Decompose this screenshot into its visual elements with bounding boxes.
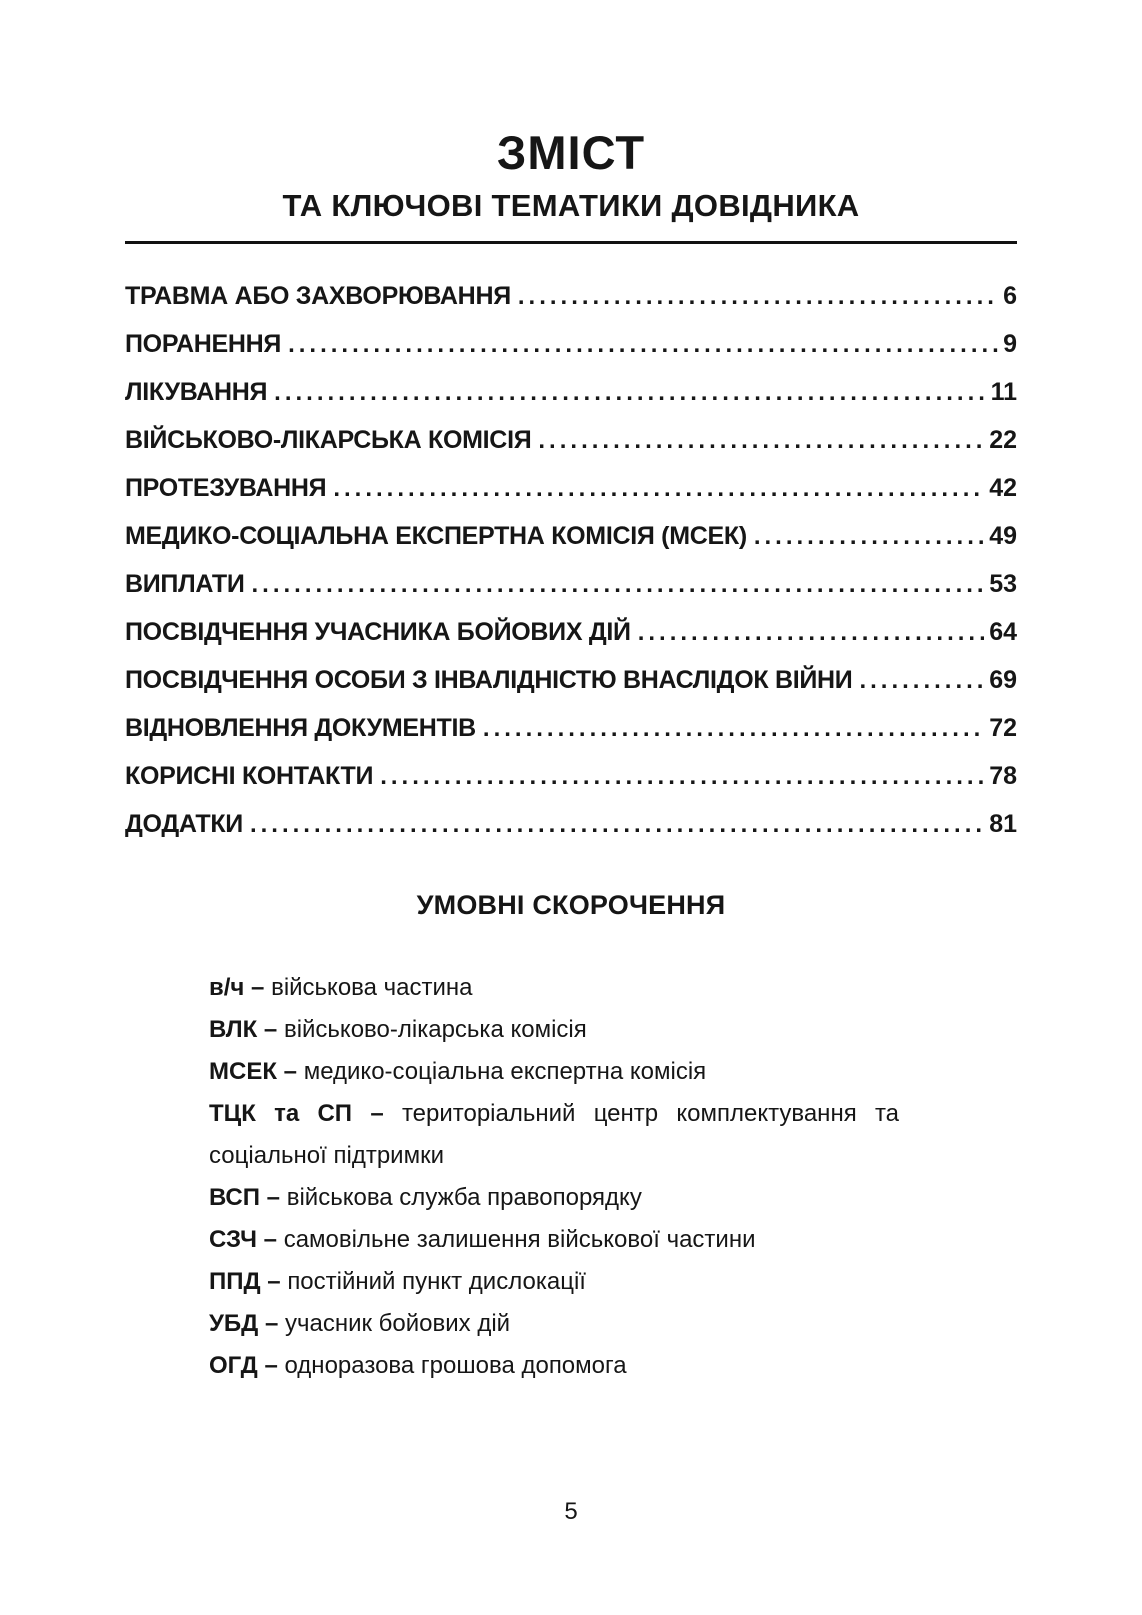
- abbreviation-term: ВСП: [209, 1183, 260, 1211]
- abbreviation-item: [209, 1261, 899, 1303]
- toc-entry: [125, 656, 1017, 704]
- abbreviation-item: [209, 967, 899, 1009]
- toc-entry: [125, 320, 1017, 368]
- toc-entry-page: 53: [989, 569, 1017, 598]
- title-divider: [125, 241, 1017, 244]
- abbreviation-dash: –: [264, 1309, 279, 1337]
- abbreviation-definition: одноразова грошова допомога: [284, 1351, 627, 1379]
- toc-entry-page: 78: [989, 761, 1017, 790]
- toc-entry-label: ВІДНОВЛЕННЯ ДОКУМЕНТІВ: [125, 713, 476, 742]
- toc-entry-label: КОРИСНІ КОНТАКТИ: [125, 761, 374, 790]
- abbreviation-item: [209, 1009, 899, 1051]
- toc-leader-dots: [333, 464, 984, 513]
- toc-entry-label: ПРОТЕЗУВАННЯ: [125, 473, 327, 502]
- abbreviation-definition: військово-лікарська комісія: [283, 1015, 587, 1043]
- toc-leader-dots: [754, 512, 984, 561]
- toc-leader-dots: [288, 320, 998, 369]
- abbreviation-definition: постійний пункт дислокації: [287, 1267, 586, 1295]
- abbreviation-dash: –: [263, 1015, 278, 1043]
- toc-entry-label: ВИПЛАТИ: [125, 569, 245, 598]
- toc-entry-page: 11: [990, 377, 1017, 406]
- abbreviation-dash: –: [266, 1183, 281, 1211]
- abbreviation-term: ППД: [209, 1267, 261, 1295]
- toc-entry: [125, 416, 1017, 464]
- abbreviation-item: [209, 1177, 899, 1219]
- abbreviation-dash: –: [264, 1351, 278, 1379]
- abbreviation-term: ОГД: [209, 1351, 258, 1379]
- toc-entry: [125, 704, 1017, 752]
- abbreviation-term: ТЦК та СП: [209, 1099, 353, 1127]
- toc-leader-dots: [274, 368, 985, 417]
- toc-entry: [125, 560, 1017, 608]
- toc-entry-label: ТРАВМА АБО ЗАХВОРЮВАННЯ: [125, 281, 511, 310]
- abbreviation-term: в/ч: [209, 973, 245, 1001]
- toc-entry: [125, 512, 1017, 560]
- toc-entry-page: 72: [989, 713, 1017, 742]
- abbreviation-dash: –: [251, 973, 265, 1001]
- abbreviation-dash: –: [283, 1057, 298, 1085]
- abbreviation-item: [209, 1051, 899, 1093]
- abbreviation-item: [209, 1345, 899, 1387]
- toc-entry: [125, 752, 1017, 800]
- toc-leader-dots: [483, 704, 984, 753]
- toc-entry-label: ПОСВІДЧЕННЯ ОСОБИ З ІНВАЛІДНІСТЮ ВНАСЛІДОК ВІЙНИ: [125, 665, 853, 694]
- abbreviation-item: [209, 1303, 899, 1345]
- abbreviation-term: МСЕК: [209, 1057, 277, 1085]
- abbreviation-item: [209, 1093, 899, 1177]
- table-of-contents: [125, 272, 1017, 848]
- toc-entry-page: 69: [989, 665, 1017, 694]
- toc-leader-dots: [859, 656, 984, 705]
- abbreviation-definition: учасник бойових дій: [284, 1309, 511, 1337]
- abbreviation-definition: територіальний центр комплектування та соціальної підтримки: [209, 1099, 900, 1169]
- toc-entry-page: 81: [989, 809, 1017, 838]
- toc-entry-page: 49: [989, 521, 1017, 550]
- toc-entry-label: МЕДИКО-СОЦІАЛЬНА ЕКСПЕРТНА КОМІСІЯ (МСЕК): [125, 521, 747, 550]
- abbreviations-list: [209, 967, 899, 1387]
- toc-entry-label: ПОРАНЕННЯ: [125, 329, 282, 358]
- abbreviation-definition: самовільне залишення військової частини: [283, 1225, 756, 1253]
- abbreviation-definition: військова частина: [271, 973, 473, 1001]
- page-content: [125, 0, 1017, 1387]
- page-subtitle: ТА КЛЮЧОВІ ТЕМАТИКИ ДОВІДНИКА: [282, 188, 860, 224]
- toc-entry-label: ВІЙСЬКОВО-ЛІКАРСЬКА КОМІСІЯ: [125, 425, 532, 454]
- toc-entry: [125, 368, 1017, 416]
- toc-entry: [125, 800, 1017, 848]
- abbreviation-dash: –: [263, 1225, 278, 1253]
- abbreviation-dash: –: [370, 1099, 384, 1127]
- abbreviation-definition: військова служба правопорядку: [286, 1183, 642, 1211]
- abbreviation-item: [209, 1219, 899, 1261]
- abbreviation-definition: медико-соціальна експертна комісія: [303, 1057, 707, 1085]
- abbreviation-dash: –: [267, 1267, 281, 1295]
- toc-entry-page: 64: [989, 617, 1017, 646]
- toc-leader-dots: [250, 800, 984, 849]
- abbreviations-heading: УМОВНІ СКОРОЧЕННЯ: [416, 889, 726, 920]
- toc-entry: [125, 272, 1017, 320]
- toc-entry-label: ДОДАТКИ: [125, 809, 243, 838]
- toc-leader-dots: [518, 272, 998, 321]
- toc-entry-page: 9: [1003, 329, 1017, 358]
- toc-entry-page: 6: [1003, 281, 1017, 310]
- abbreviation-term: УБД: [209, 1309, 259, 1337]
- toc-entry-page: 42: [989, 473, 1017, 502]
- toc-entry-label: ЛІКУВАННЯ: [125, 377, 268, 406]
- abbreviation-term: ВЛК: [209, 1015, 258, 1043]
- toc-leader-dots: [251, 560, 984, 609]
- toc-leader-dots: [538, 416, 984, 465]
- toc-leader-dots: [638, 608, 984, 657]
- toc-entry: [125, 608, 1017, 656]
- toc-leader-dots: [380, 752, 984, 801]
- page-title: ЗМІСТ: [496, 126, 646, 179]
- page-number: 5: [564, 1498, 578, 1525]
- abbreviation-term: СЗЧ: [209, 1225, 257, 1253]
- toc-entry-label: ПОСВІДЧЕННЯ УЧАСНИКА БОЙОВИХ ДІЙ: [125, 617, 631, 646]
- toc-entry-page: 22: [989, 425, 1017, 454]
- toc-entry: [125, 464, 1017, 512]
